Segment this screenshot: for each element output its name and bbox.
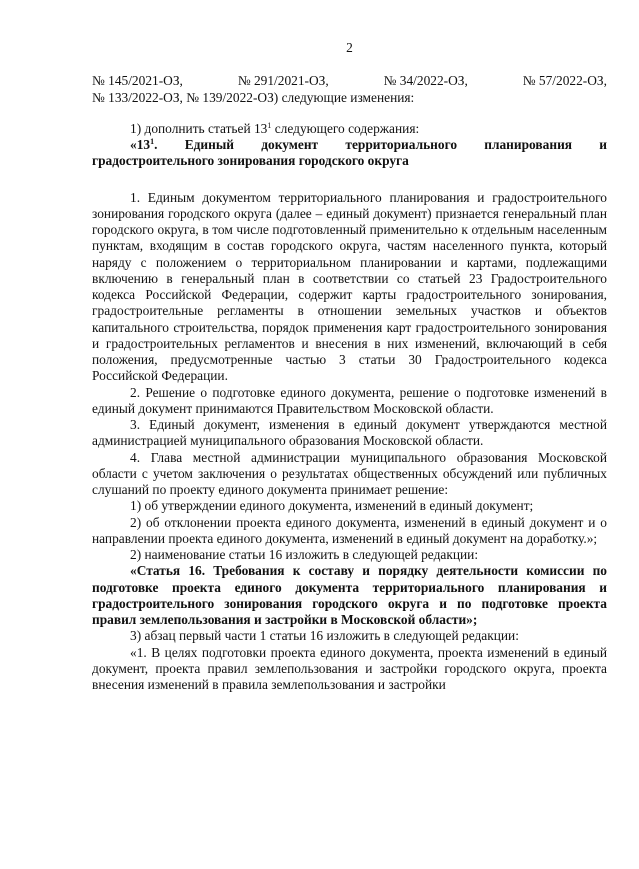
article-16-title: «Статья 16. Требования к составу и порядку деятельности комиссии по подготовке проекта единого документа территориального планирования и градостроительного зонирования городского округа и по подготовке проекта правил землепользования и застройки в Московской области»; xyxy=(92,563,607,627)
article-title-superscript: 1 xyxy=(150,137,155,146)
article-13-1-title xyxy=(92,137,607,170)
law-number: № 57/2022-ОЗ, xyxy=(522,73,607,89)
law-numbers-row xyxy=(92,73,607,89)
paragraph-1: 1. Единым документом территориального планирования и градостроительного зонирования городского округа (далее – единый документ) признается генеральный план городского округа, в том числе подготовленный применительно к отдельным населенным пунктам, входящим в состав городского округа, частям населенного пункта, который наряду с положением о территориальном планировании и картами, подлежащими включению в генеральный план в соответствии со статьей 23 Градостроительного кодекса Российской Федерации, содержит карты градостроительного зонирования, градостроительные регламенты в отношении земельных участков и объектов капитального строительства, порядок применения карт градостроительного зонирования и градостроительных регламентов и внесения в них изменений, включающий в себя положения, предусмотренные частью 3 статьи 30 Градостроительного кодекса Российской Федерации. xyxy=(92,189,607,384)
page-number: 2 xyxy=(346,40,353,55)
law-number: № 34/2022-ОЗ, xyxy=(383,73,468,89)
item1-superscript: 1 xyxy=(267,120,272,130)
article-title-number: «13 xyxy=(130,137,151,152)
law-number: № 145/2021-ОЗ, xyxy=(92,73,183,89)
amendment-item-3: 3) абзац первый части 1 статьи 16 изложить в следующей редакции: xyxy=(130,628,519,644)
paragraph-3: 3. Единый документ, изменения в единый документ утверждаются местной администрацией муниципального образования Московской области. xyxy=(92,417,607,449)
paragraph-4: 4. Глава местной администрации муниципального образования Московской области с учетом заключения о результатах общественных обсуждений или публичных слушаний по проекту единого документа принимает решение: xyxy=(92,449,607,497)
paragraph-2: 2. Решение о подготовке единого документа, решение о подготовке изменений в единый документ принимаются Правительством Московской области. xyxy=(92,384,607,416)
item1-text: 1) дополнить статьей 13 xyxy=(130,120,268,136)
intro-tail: № 133/2022-ОЗ, № 139/2022-ОЗ) следующие изменения: xyxy=(92,89,415,105)
item1-text-end: следующего содержания: xyxy=(271,120,420,136)
article-title-text: . Единый документ территориального планирования и градостроительного зонирования городского округа xyxy=(92,137,607,169)
paragraph-4-subitem-2: 2) об отклонении проекта единого документа, изменений в единый документ и о направлении проекта единого документа, изменений в единый документ на доработку.»; xyxy=(92,514,607,546)
paragraph-article-16-part-1: «1. В целях подготовки проекта единого документа, проекта изменений в единый документ, проекта правил землепользования и застройки городского округа, проекта внесения изменений в правила землепользования и застройки xyxy=(92,644,607,692)
amendment-item-2: 2) наименование статьи 16 изложить в следующей редакции: xyxy=(130,547,479,562)
paragraph-4-subitem-1: 1) об утверждении единого документа, изменений в единый документ; xyxy=(130,498,534,514)
amendment-item-1 xyxy=(92,121,607,137)
document-page xyxy=(92,40,607,693)
law-number: № 291/2021-ОЗ, xyxy=(237,73,329,89)
